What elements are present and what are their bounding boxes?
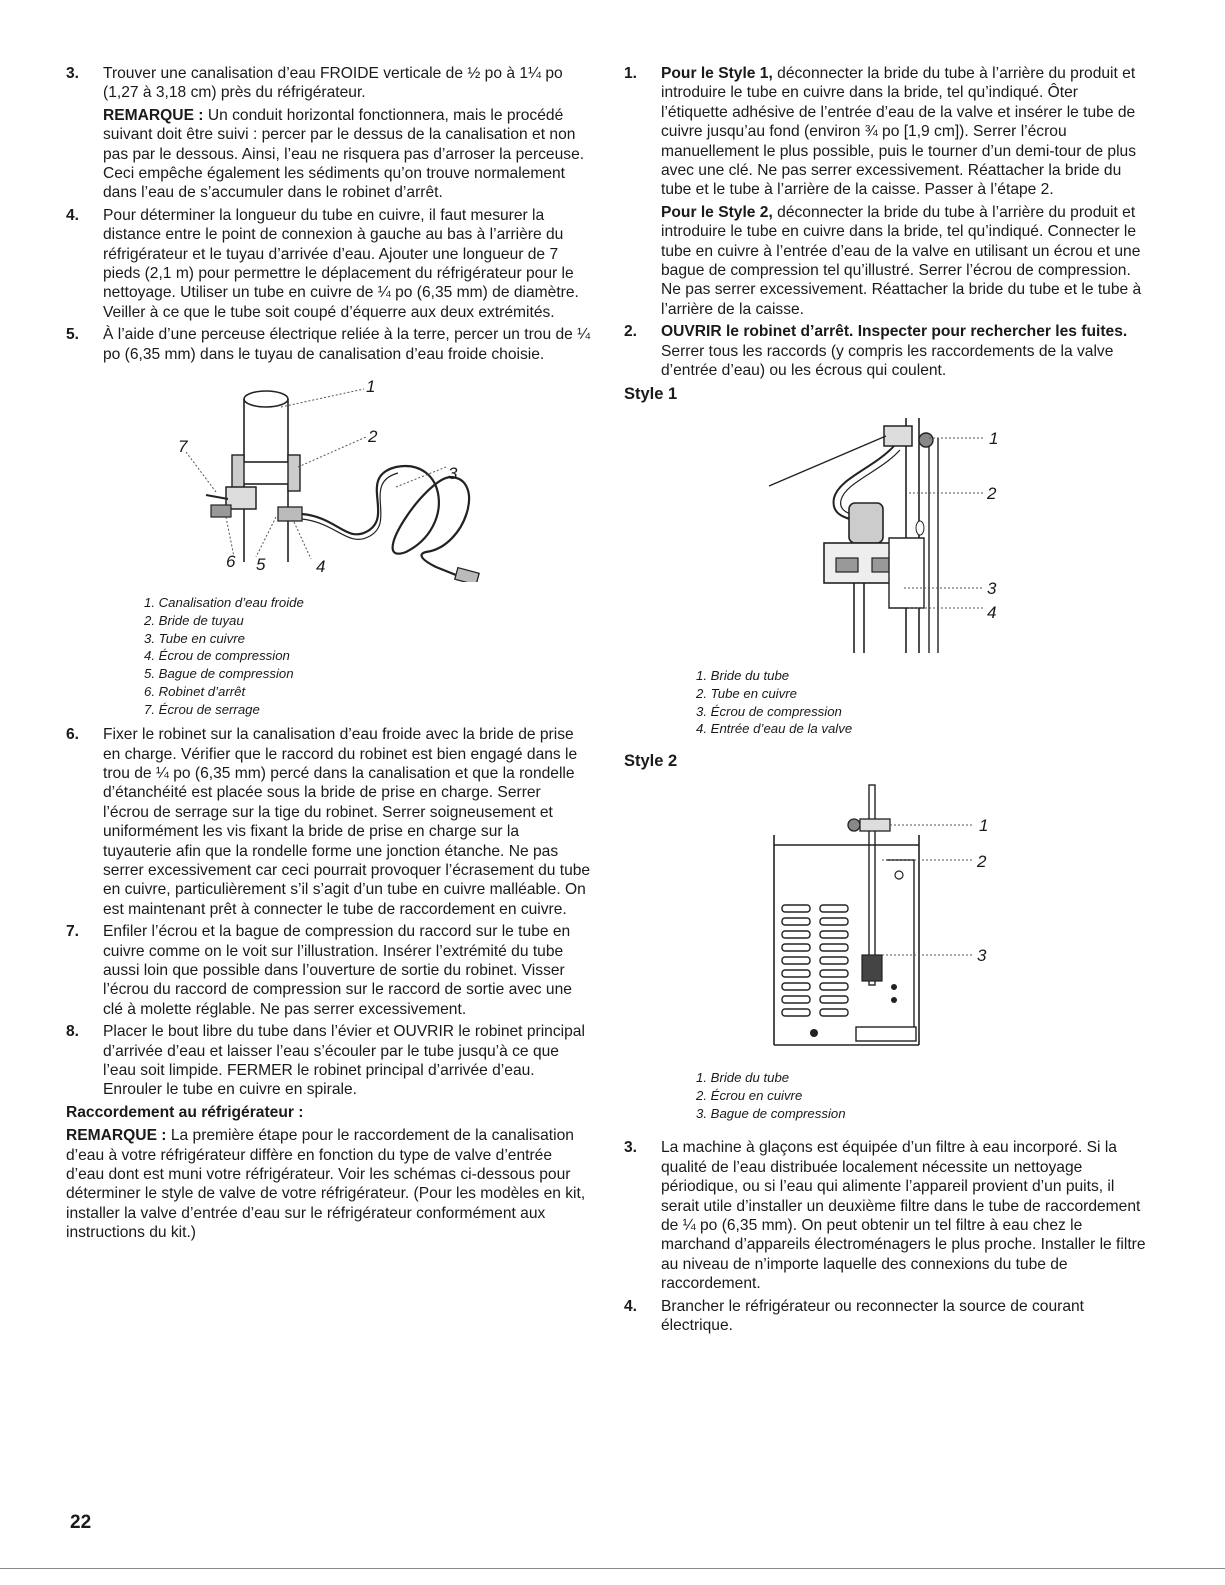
step-number: 5. [66, 326, 80, 344]
style2-instructions [661, 203, 1149, 319]
callout-2: 2 [977, 852, 987, 872]
legend-item: 2. Bride de tuyau [144, 612, 244, 628]
legend-item: 4. Entrée d’eau de la valve [696, 721, 853, 737]
callout-4: 4 [316, 557, 326, 577]
step-number: 3. [66, 65, 80, 82]
step-number: 4. [624, 1297, 638, 1315]
step-body-text: Serrer tous les raccords (y compris les raccordements de la valve d’entrée d’eau) ou les écrous qui coulent. [661, 342, 1114, 380]
note-text: La première étape pour le raccordement de la canalisation d’eau à votre réfrigérateur diffère en fonction du type de valve d’entrée d’eau dont est muni votre réfrigérateur. Voir les schémas ci-dessous pour déterminer le style de valve de votre réfrigérateur. (Pour les modèles en kit, installer la valve d’entrée d’eau sur le réfrigérateur conformément aux instructions du kit.) [66, 1127, 586, 1242]
step-5-left [66, 325, 591, 364]
step-number: 1. [624, 65, 638, 82]
figure-legend [624, 1069, 1149, 1122]
callout-4: 4 [987, 602, 997, 622]
legend-item: 1. Canalisation d’eau froide [144, 595, 304, 611]
step-number: 2. [624, 323, 638, 341]
style1-text: déconnecter la bride du tube à l’arrière du produit et introduire le tube en cuivre dans la bride, tel qu’indiqué. Ôter l’étiquette adhésive de l’entrée d’eau de la valve et insérer le tube de cuivre jusqu’au fond (environ ¾ po [1,9 cm]). Serrer l’écrou manuellement le plus possible, puis le tourner d’un demi-tour de plus avec une clé. Ne pas serrer excessivement. Réattacher la bride du tube et le tube à l’arrière de la caisse. Passer à l’étape 2. [661, 65, 1137, 199]
final-note [66, 1126, 591, 1242]
step-4-right [624, 1297, 1149, 1336]
style2-label: Pour le Style 2, [661, 203, 773, 221]
step-2-right [624, 322, 1149, 380]
step-text: Placer le bout libre du tube dans l’évier et OUVRIR le robinet principal d’arrivée d’eau et laisser l’eau s’écouler par le tube jusqu’à ce que l’eau soit limpide. FERMER le robinet principal d’arrivée d’eau. Enrouler le tube en cuivre en spirale. [103, 1023, 585, 1099]
step-4-left [66, 206, 591, 322]
legend-item: 7. Écrou de serrage [144, 701, 260, 717]
style1-valve-illustration [624, 408, 1149, 663]
style2-heading: Style 2 [624, 751, 678, 770]
step-7-left [66, 922, 591, 1019]
legend-item: 3. Bague de compression [696, 1105, 846, 1121]
step-number: 6. [66, 726, 80, 744]
callout-5: 5 [256, 555, 266, 575]
figure-legend [624, 667, 1149, 738]
legend-item: 6. Robinet d’arrêt [144, 684, 246, 700]
step-6-left [66, 725, 591, 919]
step-number: 3. [624, 1139, 638, 1157]
legend-item: 5. Bague de compression [144, 666, 294, 682]
legend-item: 2. Écrou en cuivre [696, 1088, 803, 1104]
step-3-left [66, 64, 591, 203]
style2-valve-illustration [624, 775, 1149, 1065]
page-number: 22 [70, 1512, 92, 1533]
legend-item: 3. Tube en cuivre [144, 630, 245, 646]
callout-3: 3 [448, 464, 458, 484]
left-column [66, 64, 591, 1243]
step-text: Brancher le réfrigérateur ou reconnecter la source de courant électrique. [661, 1297, 1084, 1334]
step-text: Fixer le robinet sur la canalisation d’eau froide avec la bride de prise en charge. Vérifier que le raccord du robinet est bien engagé dans le trou de ¼ po (6,35 mm) percé dans la canalisation et que la rondelle d’étanchéité est placée sous la bride de prise en charge. Serrer l’écrou de serrage sur la tige du robinet. Serrer soigneusement et uniformément les vis fixant la bride de prise en charge sur la tuyauterie afin que la rondelle forme une jonction étanche. Ne pas serrer excessivement car ceci pourrait provoquer l’écrasement du tube en cuivre, particulièrement s’il s’agit d’un tube en cuivre malléable. On est maintenant prêt à connecter le tube de raccordement en cuivre. [103, 726, 591, 918]
step-text [661, 322, 1149, 380]
step-text: Trouver une canalisation d’eau FROIDE verticale de ½ po à 1¼ po (1,27 à 3,18 cm) près du réfrigérateur. [103, 65, 563, 102]
callout-7: 7 [178, 437, 188, 457]
note-label: REMARQUE : [66, 1127, 167, 1145]
legend-item: 3. Écrou de compression [696, 703, 842, 719]
step-text: Pour déterminer la longueur du tube en cuivre, il faut mesurer la distance entre le point de connexion à gauche au bas à l’arrière du réfrigérateur et le tuyau d’arrivée d’eau. Ajouter une longueur de 7 pieds (2,1 m) pour permettre le déplacement du réfrigérateur pour le nettoyage. Utiliser un tube en cuivre de ¼ po (6,35 mm) de diamètre. Veiller à ce que le tube soit coupé d’équerre aux deux extrémités. [103, 206, 579, 321]
right-column [624, 64, 1149, 1338]
legend-item: 1. Bride du tube [696, 1070, 790, 1086]
step-1-right [624, 64, 1149, 319]
legend-item: 4. Écrou de compression [144, 648, 290, 664]
style2-figure [624, 775, 1149, 1130]
legend-item: 1. Bride du tube [696, 667, 790, 683]
style1-heading: Style 1 [624, 384, 678, 403]
shutoff-valve-illustration [66, 367, 591, 582]
note [103, 106, 591, 203]
step-text: Enfiler l’écrou et la bague de compression du raccord sur le tube en cuivre comme on le voit sur l’illustration. Insérer l’extrémité du tube aussi loin que possible dans l’ouverture de sortie du robinet. Visser l’écrou du raccord de compression sur le raccord de sortie avec une clé à molette réglable. Ne pas serrer excessivement. [103, 923, 572, 1018]
note-label: REMARQUE : [103, 106, 204, 124]
step-number: 4. [66, 206, 80, 224]
step-text: À l’aide d’une perceuse électrique reliée à la terre, percer un trou de ¼ po (6,35 mm) dans le tuyau de canalisation d’eau froide choisie. [103, 326, 591, 363]
step-text: La machine à glaçons est équipée d’un filtre à eau incorporé. Si la qualité de l’eau distribuée localement nécessite un nettoyage périodique, ou si l’eau qui alimente l’appareil provient d’un puits, il serait utile d’installer un deuxième filtre dans le tube de raccordement de ¼ po (6,35 mm). On peut obtenir un tel filtre à eau chez le marchand d’appareils électroménagers le plus proche. Installer le filtre au niveau de n’importe laquelle des connexions du tube de raccordement. [661, 1139, 1146, 1293]
shutoff-valve-figure [66, 367, 591, 717]
callout-1: 1 [366, 377, 376, 397]
style1-label: Pour le Style 1, [661, 65, 773, 82]
bottom-rule [0, 1568, 1225, 1569]
callout-1: 1 [979, 816, 989, 836]
step-bold-text: OUVRIR le robinet d’arrêt. Inspecter pour rechercher les fuites. [661, 323, 1128, 341]
callout-2: 2 [368, 427, 378, 447]
style1-instructions [661, 64, 1149, 200]
callout-2: 2 [987, 483, 997, 503]
callout-1: 1 [989, 428, 999, 448]
style2-text: déconnecter la bride du tube à l’arrière du produit et introduire le tube en cuivre dans la bride, tel qu’indiqué. Connecter le tube en cuivre à l’entrée d’eau de la valve en utilisant un écrou et une bague de compression tel qu’illustré. Serrer l’écrou de compression. Ne pas serrer excessivement. Réattacher la bride du tube et le tube à l’arrière de la caisse. [661, 203, 1142, 318]
step-number: 8. [66, 1023, 80, 1041]
legend-item: 2. Tube en cuivre [696, 685, 797, 701]
style1-figure [624, 408, 1149, 748]
callout-3: 3 [977, 946, 987, 966]
section-heading: Raccordement au réfrigérateur : [66, 1103, 304, 1121]
figure-legend [66, 594, 591, 719]
callout-6: 6 [226, 552, 236, 572]
step-8-left [66, 1022, 591, 1100]
step-number: 7. [66, 923, 80, 941]
step-3-right [624, 1138, 1149, 1293]
note-text: Un conduit horizontal fonctionnera, mais le procédé suivant doit être suivi : percer par le dessus de la canalisation et non pas par le dessous. Ainsi, l’eau ne risquera pas d’arroser la perceuse. Ceci empêche également les sédiments qu’on trouve normalement dans l’eau de s’accumuler dans le robinet d’arrêt. [103, 106, 585, 202]
callout-3: 3 [987, 578, 997, 598]
